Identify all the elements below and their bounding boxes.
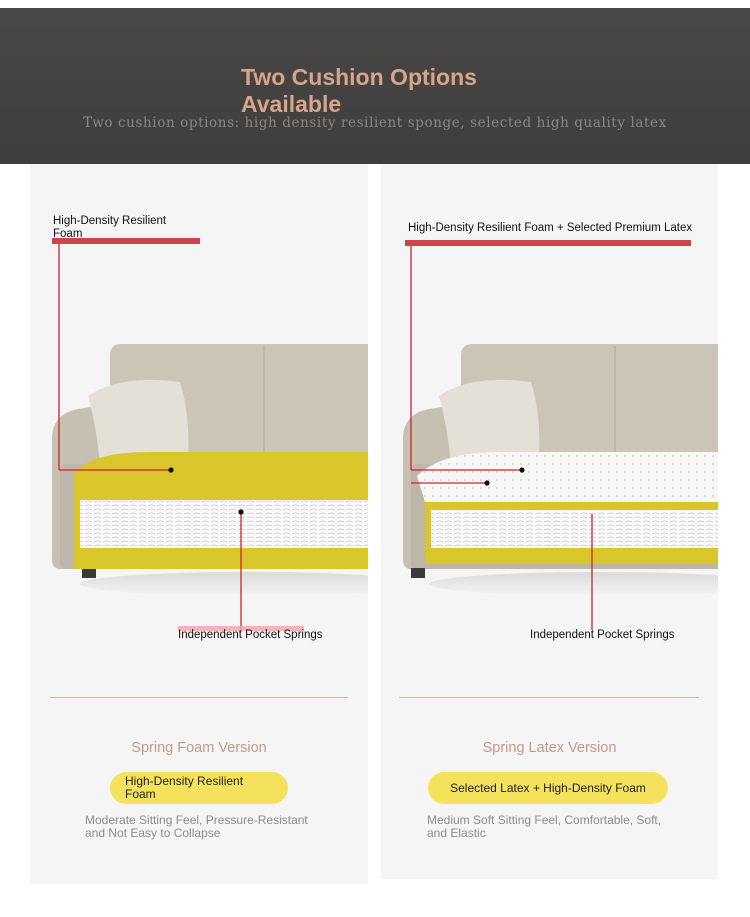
pocket-springs (431, 510, 718, 548)
foam-pointer-dot (519, 467, 524, 472)
version-title: Spring Foam Version (131, 740, 267, 756)
cushion-pill-label: High-Density Resilient Foam (125, 774, 244, 801)
pillow (88, 380, 188, 464)
sofa-leg (411, 568, 425, 578)
pocket-springs (80, 500, 368, 548)
foam-pointer-dot (168, 467, 173, 472)
version-description: Moderate Sitting Feel, Pressure-Resistant and Not Easy to Collapse (85, 813, 308, 840)
top-callout-underline (405, 240, 691, 246)
section-divider (399, 697, 699, 698)
top-callout: High-Density Resilient Foam (53, 215, 167, 240)
sofa-leg (82, 568, 96, 578)
banner-title: Two Cushion Options Available (241, 64, 477, 117)
banner-subtitle: Two cushion options: high density resilient sponge, selected high quality latex (83, 115, 667, 131)
spring-latex-panel (381, 164, 718, 879)
floor-shadow (80, 572, 368, 596)
spring-foam-panel (30, 164, 368, 884)
bottom-callout: Independent Pocket Springs (530, 629, 675, 641)
bottom-callout: Independent Pocket Springs (178, 629, 323, 641)
cushion-pill-label: Selected Latex + High-Density Foam (450, 780, 646, 795)
top-callout: High-Density Resilient Foam + Selected Premium Latex (408, 222, 693, 234)
section-divider (50, 697, 348, 698)
hero-banner (0, 8, 750, 164)
pillow (439, 380, 539, 464)
spring-pointer-dot (238, 509, 243, 514)
version-description: Medium Soft Sitting Feel, Comfortable, Soft, and Elastic (427, 813, 662, 840)
cushion-pill (110, 772, 288, 804)
latex-layer (417, 452, 718, 502)
cushion-pill (428, 772, 668, 804)
latex-pointer-dot (484, 480, 489, 485)
version-title: Spring Latex Version (482, 740, 617, 756)
floor-shadow (429, 572, 718, 596)
